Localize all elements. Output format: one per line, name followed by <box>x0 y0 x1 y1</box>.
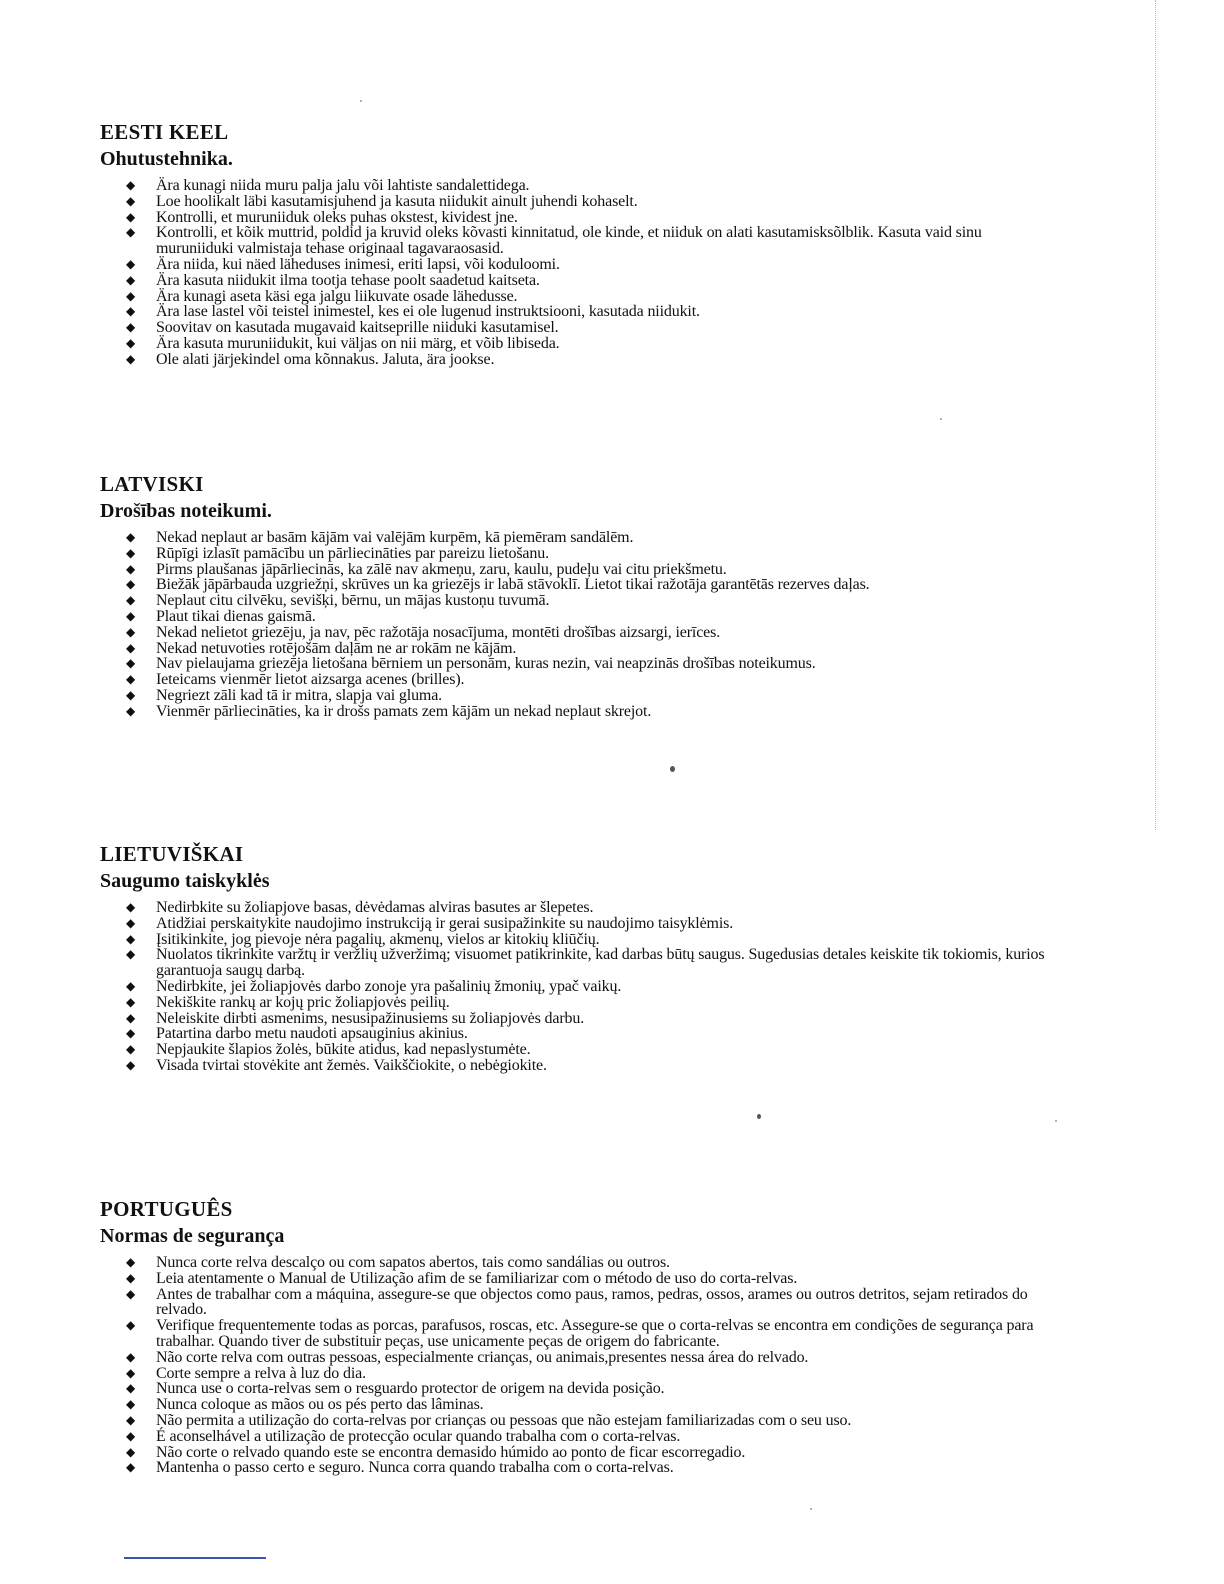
rule-text: Negriezt zāli kad tā ir mitra, slapja vai gluma. <box>156 686 443 704</box>
rule-text: Biežāk jāpārbauda uzgriežņi, skrūves un ka griezējs ir labā stāvoklī. Lietot tikai ražotāja garantētās rezerves daļas. <box>156 576 870 594</box>
list-item <box>126 530 1060 546</box>
section-title: Saugumo taiskyklės <box>100 870 270 892</box>
list-item <box>126 562 1060 578</box>
language-heading: PORTUGUÊS <box>100 1197 233 1221</box>
bullet-icon: ◆ <box>126 1270 136 1285</box>
bullet-icon: ◆ <box>126 900 136 914</box>
scan-edge-line <box>1154 0 1156 830</box>
language-heading: LIETUVIŠKAI <box>100 842 244 866</box>
scan-speck <box>757 1114 761 1119</box>
list-item <box>126 688 1060 704</box>
rule-text: Nunca use o corta-relvas sem o resguardo protector de origem na devida posição. <box>156 1380 665 1398</box>
list-item <box>126 336 1060 352</box>
rule-text: Nekiškite rankų ar kojų pric žoliapjovės peilių. <box>156 993 450 1011</box>
bullet-icon: ◆ <box>126 672 136 687</box>
bullet-icon: ◆ <box>126 320 136 335</box>
rule-text: Vienmēr pārliecināties, ka ir drošs pamats zem kājām un nekad neplaut skrejot. <box>156 702 652 720</box>
list-item <box>126 289 1060 305</box>
section-title: Ohutustehnika. <box>100 148 233 170</box>
list-item <box>126 656 1060 672</box>
rule-text: Nekad nelietot griezēju, ja nav, pēc ražotāja nosacījuma, montēti drošības aizsargi, ierīces. <box>156 623 721 641</box>
list-item <box>126 1397 1060 1413</box>
rule-text: Nav pielaujama griezēja lietošana bērniem un personām, kuras nezin, vai neapzinās drošības noteikumus. <box>156 655 816 673</box>
rule-text: Rūpīgi izlasīt pamācību un pārliecināties par pareizu lietošanu. <box>156 544 549 562</box>
rule-text: Pirms plaušanas jāpārliecinās, ka zālē nav akmeņu, zaru, kaulu, pudeļu vai citu priekšmetu. <box>156 560 727 578</box>
bullet-icon: ◆ <box>126 351 136 366</box>
rule-text: Nunca coloque as mãos ou os pés perto das lâminas. <box>156 1396 484 1414</box>
language-heading: LATVISKI <box>100 472 204 496</box>
list-item <box>126 1026 1060 1042</box>
rule-text: Soovitav on kasutada mugavaid kaitseprille niiduki kasutamisel. <box>156 319 559 337</box>
bullet-icon: ◆ <box>126 703 136 718</box>
section-portuguese <box>100 1195 1060 1476</box>
list-item <box>126 1271 1060 1287</box>
rule-text: Não corte relva com outras pessoas, especialmente crianças, ou animais,presentes nessa área do relvado. <box>156 1348 809 1366</box>
section-latvian <box>100 470 1060 720</box>
bullet-icon: ◆ <box>126 256 136 271</box>
list-item <box>126 916 1060 932</box>
rule-text: Neplaut citu cilvēku, sevišķi, bērnu, un mājas kustoņu tuvumā. <box>156 592 550 610</box>
list-item <box>126 641 1060 657</box>
list-item <box>126 1413 1060 1429</box>
rule-text: Ära kunagi aseta käsi ega jalgu liikuvate osade lähedusse. <box>156 287 518 305</box>
scan-speck <box>360 100 362 102</box>
rule-text: Mantenha o passo certo e seguro. Nunca corra quando trabalha com o corta-relvas. <box>156 1459 674 1477</box>
list-item <box>126 1318 1060 1350</box>
bullet-icon: ◆ <box>126 1412 136 1427</box>
rule-text: É aconselhável a utilização de protecção ocular quando trabalha com o corta-relvas. <box>156 1427 681 1445</box>
rule-text: Não corte o relvado quando este se encontra demasido húmido ao ponto de ficar escorregadio. <box>156 1443 746 1461</box>
scan-speck <box>810 1508 812 1510</box>
bullet-icon: ◆ <box>126 288 136 303</box>
list-item <box>126 1429 1060 1445</box>
list-item <box>126 320 1060 336</box>
bullet-icon: ◆ <box>126 209 136 224</box>
list-item <box>126 625 1060 641</box>
rule-text: Antes de trabalhar com a máquina, assegure-se que objectos como paus, ramos, pedras, ossos, arames ou outros detritos, sejam retirados do relvado. <box>156 1285 1028 1319</box>
rule-text: Patartina darbo metu naudoti apsauginius akinius. <box>156 1025 468 1043</box>
rule-text: Nuolatos tikrinkite varžtų ir veržlių užveržimą; visuomet patikrinkite, kad darbas būtų saugus. Sugedusias detales keiskite tik tokiomis, kurios garantuoja saugų darbą. <box>156 946 1045 980</box>
rule-text: Ole alati järjekindel oma kõnnakus. Jaluta, ära jookse. <box>156 350 495 368</box>
rule-text: Kontrolli, et muruniiduk oleks puhas okstest, kividest jne. <box>156 208 518 226</box>
bullet-icon: ◆ <box>126 994 136 1009</box>
bullet-icon: ◆ <box>126 1381 136 1396</box>
list-item <box>126 1445 1060 1461</box>
rule-text: Įsitikinkite, jog pievoje nėra pagalių, akmenų, vielos ar kitokių kliūčių. <box>156 930 600 948</box>
list-item <box>126 194 1060 210</box>
bullet-icon: ◆ <box>126 193 136 208</box>
bullet-icon: ◆ <box>126 178 136 192</box>
rules-list <box>100 1255 1060 1476</box>
list-item <box>126 593 1060 609</box>
section-estonian <box>100 118 1060 368</box>
bullet-icon: ◆ <box>126 1026 136 1041</box>
rule-text: Loe hoolikalt läbi kasutamisjuhend ja kasuta niidukit ainult juhendi kohaselt. <box>156 192 638 210</box>
bullet-icon: ◆ <box>126 1255 136 1269</box>
list-item <box>126 352 1060 368</box>
rule-text: Leia atentamente o Manual de Utilização afim de se familiarizar com o método de uso do corta-relvas. <box>156 1269 798 1287</box>
rule-text: Corte sempre a relva à luz do dia. <box>156 1364 366 1382</box>
list-item <box>126 1255 1060 1271</box>
bullet-icon: ◆ <box>126 1365 136 1380</box>
list-item <box>126 178 1060 194</box>
bullet-icon: ◆ <box>126 225 136 240</box>
rule-text: Ieteicams vienmēr lietot aizsarga acenes (brilles). <box>156 671 465 689</box>
rule-text: Neleiskite dirbti asmenims, nesusipažinusiems su žoliapjovės darbu. <box>156 1009 585 1027</box>
rule-text: Não permita a utilização do corta-relvas por crianças ou pessoas que não estejam familiarizadas com o seu uso. <box>156 1411 852 1429</box>
list-item <box>126 672 1060 688</box>
bullet-icon: ◆ <box>126 561 136 576</box>
bullet-icon: ◆ <box>126 577 136 592</box>
list-item <box>126 225 1060 257</box>
list-item <box>126 1460 1060 1476</box>
bullet-icon: ◆ <box>126 624 136 639</box>
list-item <box>126 1287 1060 1319</box>
rule-text: Nekad neplaut ar basām kājām vai valējām kurpēm, kā piemēram sandālēm. <box>156 529 634 546</box>
bullet-icon: ◆ <box>126 304 136 319</box>
bullet-icon: ◆ <box>126 335 136 350</box>
list-item <box>126 546 1060 562</box>
rule-text: Ära kunagi niida muru palja jalu või lahtiste sandalettidega. <box>156 177 530 194</box>
bullet-icon: ◆ <box>126 1349 136 1364</box>
section-title: Normas de segurança <box>100 1225 285 1247</box>
list-item <box>126 273 1060 289</box>
bullet-icon: ◆ <box>126 656 136 671</box>
bullet-icon: ◆ <box>126 1057 136 1072</box>
rules-list <box>100 530 1060 720</box>
rule-text: Nekad netuvoties rotējošām daļām ne ar rokām ne kājām. <box>156 639 517 657</box>
bullet-icon: ◆ <box>126 931 136 946</box>
scan-speck <box>940 418 942 420</box>
section-title: Drošības noteikumi. <box>100 500 272 522</box>
section-lithuanian <box>100 840 1060 1074</box>
bullet-icon: ◆ <box>126 1444 136 1459</box>
list-item <box>126 577 1060 593</box>
rule-text: Kontrolli, et kõik muttrid, poldid ja kruvid oleks kõvasti kinnitatud, ole kinde, et niiduk on alati kasutamisksõlblik. Kasuta vaid sinu muruniiduki valmistaja tehase originaal tagavaraosasid. <box>156 224 982 258</box>
bullet-icon: ◆ <box>126 947 136 962</box>
bullet-icon: ◆ <box>126 1010 136 1025</box>
scan-speck <box>670 766 675 772</box>
list-item <box>126 257 1060 273</box>
rule-text: Atidžiai perskaitykite naudojimo instrukciją ir gerai susipažinkite su naudojimo taisyklėmis. <box>156 914 734 932</box>
list-item <box>126 210 1060 226</box>
rule-text: Nunca corte relva descalço ou com sapatos abertos, tais como sandálias ou outros. <box>156 1254 670 1271</box>
language-heading: EESTI KEEL <box>100 120 229 144</box>
rule-text: Ära kasuta muruniidukit, kui väljas on nii märg, et võib libiseda. <box>156 334 560 352</box>
rule-text: Ära lase lastel või teistel inimestel, kes ei ole lugenud instruktsiooni, kasutada niidukit. <box>156 303 700 321</box>
bullet-icon: ◆ <box>126 687 136 702</box>
bullet-icon: ◆ <box>126 530 136 544</box>
list-item <box>126 995 1060 1011</box>
bullet-icon: ◆ <box>126 1460 136 1475</box>
bullet-icon: ◆ <box>126 1428 136 1443</box>
bullet-icon: ◆ <box>126 640 136 655</box>
list-item <box>126 932 1060 948</box>
bullet-icon: ◆ <box>126 608 136 623</box>
rule-text: Ära kasuta niidukit ilma tootja tehase poolt saadetud kaitseta. <box>156 271 540 289</box>
rule-text: Plaut tikai dienas gaismā. <box>156 607 316 625</box>
list-item <box>126 304 1060 320</box>
bullet-icon: ◆ <box>126 272 136 287</box>
list-item <box>126 609 1060 625</box>
rule-text: Visada tvirtai stovėkite ant žemės. Vaikščiokite, o nebėgiokite. <box>156 1056 547 1074</box>
bullet-icon: ◆ <box>126 978 136 993</box>
rule-text: Nedirbkite, jei žoliapjovės darbo zonoje yra pašalinių žmonių, ypač vaikų. <box>156 977 622 995</box>
bullet-icon: ◆ <box>126 545 136 560</box>
bullet-icon: ◆ <box>126 915 136 930</box>
rule-text: Verifique frequentemente todas as porcas, parafusos, roscas, etc. Assegure-se que o corta-relvas se encontra em condições de segurança para trabalhar. Quando tiver de substituir peças, use unicamente peças de origem do fabricante. <box>156 1317 1034 1350</box>
bullet-icon: ◆ <box>126 1397 136 1412</box>
list-item <box>126 900 1060 916</box>
list-item <box>126 1011 1060 1027</box>
list-item <box>126 1381 1060 1397</box>
rule-text: Ära niida, kui näed läheduses inimesi, eriti lapsi, või koduloomi. <box>156 255 560 273</box>
bullet-icon: ◆ <box>126 1318 136 1333</box>
list-item <box>126 979 1060 995</box>
scan-speck <box>1055 1120 1057 1122</box>
rules-list <box>100 178 1060 368</box>
bullet-icon: ◆ <box>126 1042 136 1057</box>
bullet-icon: ◆ <box>126 1286 136 1301</box>
list-item <box>126 1042 1060 1058</box>
bottom-rule <box>124 1557 266 1559</box>
list-item <box>126 704 1060 720</box>
rules-list <box>100 900 1060 1074</box>
list-item <box>126 947 1060 979</box>
rule-text: Nepjaukite šlapios žolės, būkite atidus, kad nepaslystumėte. <box>156 1041 531 1059</box>
rule-text: Nedirbkite su žoliapjove basas, dėvėdamas alviras basutes ar šlepetes. <box>156 899 594 916</box>
bullet-icon: ◆ <box>126 593 136 608</box>
list-item <box>126 1058 1060 1074</box>
list-item <box>126 1366 1060 1382</box>
list-item <box>126 1350 1060 1366</box>
